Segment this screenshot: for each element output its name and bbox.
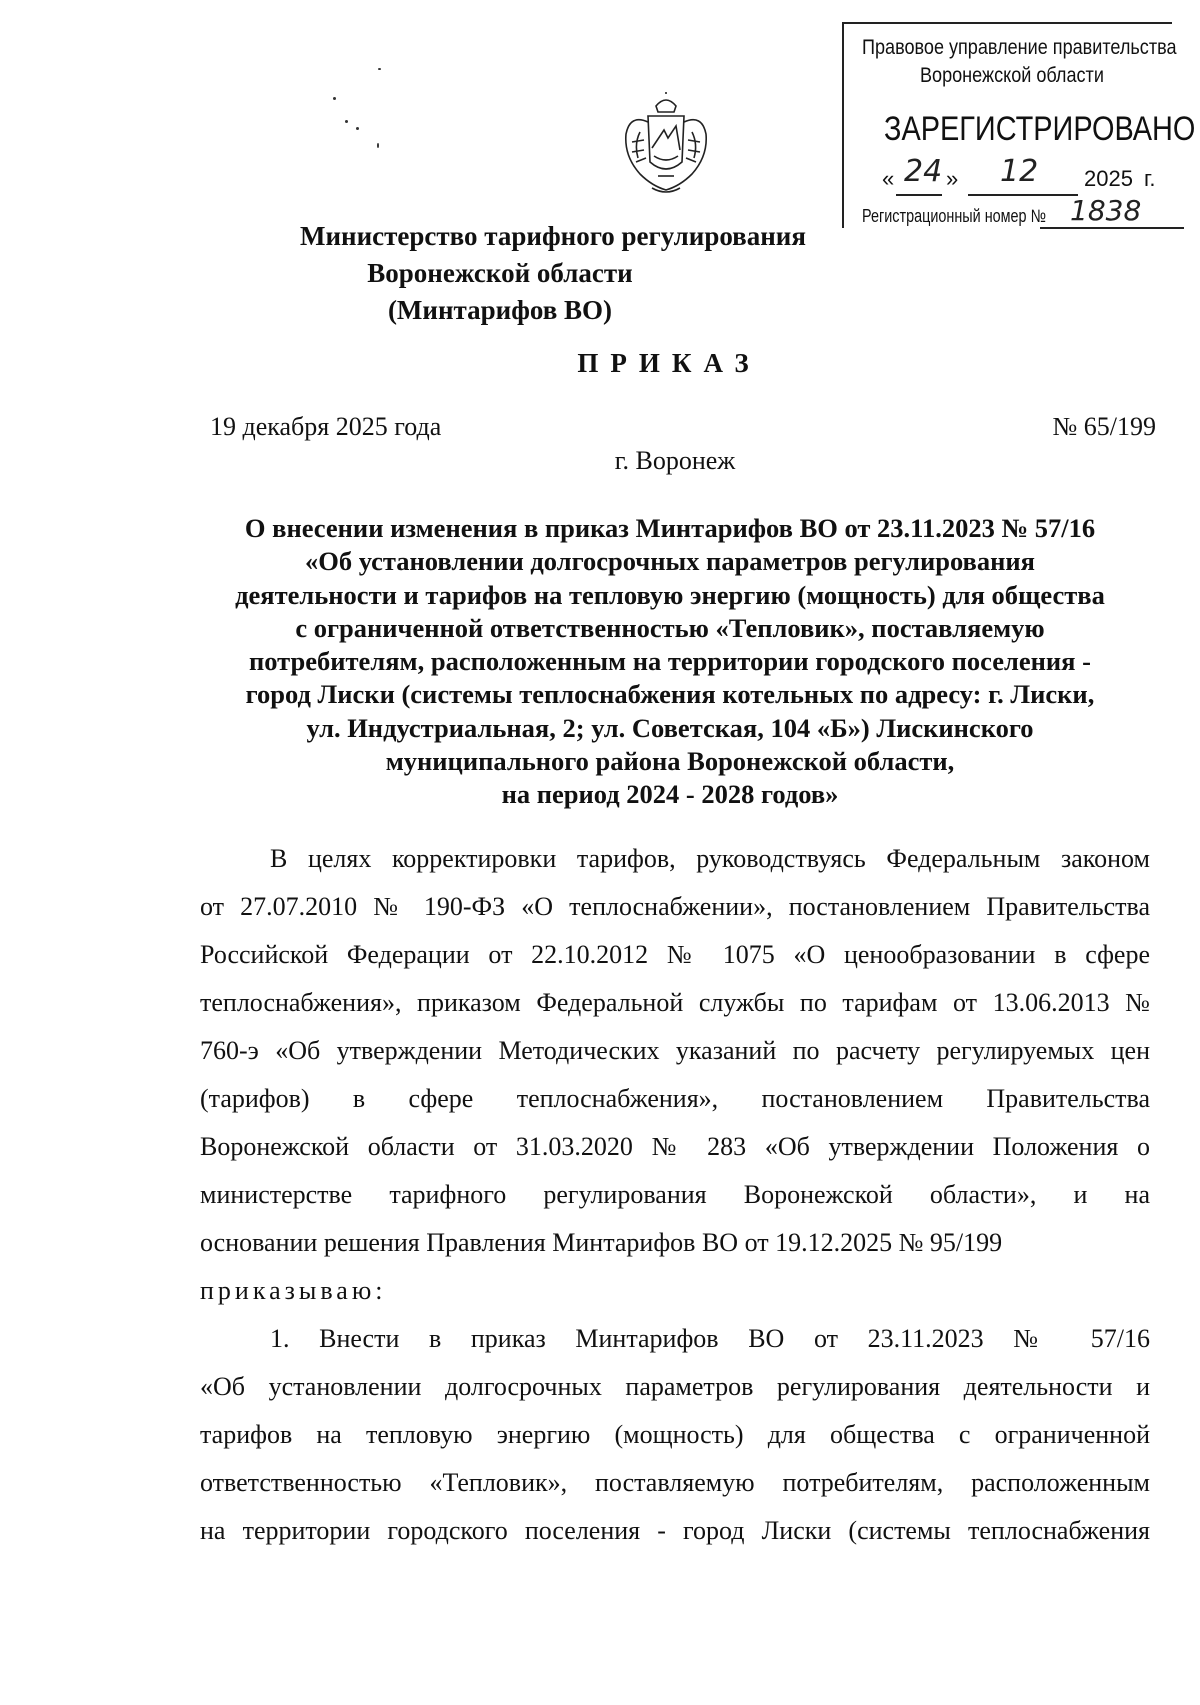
registration-stamp: [842, 22, 1196, 240]
document-heading: [190, 512, 1150, 812]
body-line: министерстве тарифного регулирования Воронежской области», и на: [200, 1180, 1150, 1209]
scan-speck: [377, 143, 379, 148]
ministry-line2: Воронежской области: [367, 258, 633, 288]
scan-speck: [345, 120, 348, 123]
body-line: теплоснабжения», приказом Федеральной службы по тарифам от 13.06.2013 №: [200, 988, 1150, 1017]
stamp-reg-label: Регистрационный номер №: [862, 206, 1047, 226]
stamp-day-underline: [896, 194, 942, 196]
heading-line: ул. Индустриальная, 2; ул. Советская, 104 «Б») Лискинского: [306, 712, 1034, 743]
body-line: 760-э «Об утверждении Методических указаний по расчету регулируемых цен: [200, 1036, 1150, 1065]
heading-line: «Об установлении долгосрочных параметров регулирования: [305, 546, 1035, 577]
stamp-status: ЗАРЕГИСТРИРОВАНО: [884, 110, 1196, 148]
body-line: Российской Федерации от 22.10.2012 № 1075 «О ценообразовании в сфере: [200, 940, 1150, 969]
stamp-date-line: [882, 154, 1172, 198]
scan-speck: [378, 68, 381, 70]
body-line: тарифов на тепловую энергию (мощность) для общества с ограниченной: [200, 1420, 1150, 1449]
stamp-month-handwritten: 12: [1000, 154, 1039, 189]
body-line: ответственностью «Тепловик», поставляемую потребителям, расположенным: [200, 1468, 1150, 1497]
heading-line: на период 2024 - 2028 годов»: [501, 779, 839, 810]
document-city: г. Воронеж: [614, 446, 736, 475]
stamp-year-suffix: г.: [1144, 166, 1156, 191]
stamp-reg-number-handwritten: 1838: [1070, 194, 1142, 227]
document-number: № 65/199: [1052, 412, 1156, 441]
heading-line: город Лиски (системы теплоснабжения котельных по адресу: г. Лиски,: [245, 679, 1095, 710]
body-line: «Об установлении долгосрочных параметров регулирования деятельности и: [200, 1372, 1150, 1401]
scan-speck: [333, 97, 336, 100]
stamp-office-line2: Воронежской области: [920, 64, 1104, 87]
body-line: основании решения Правления Минтарифов ВО от 19.12.2025 № 95/199: [200, 1228, 1003, 1257]
document-date: 19 декабря 2025 года: [210, 412, 442, 441]
ministry-line3: (Минтарифов ВО): [387, 295, 613, 325]
ministry-title: [300, 218, 806, 329]
coat-of-arms-emblem: [618, 92, 714, 198]
stamp-month-underline: [968, 194, 1078, 196]
body-line: В целях корректировки тарифов, руководствуясь Федеральным законом: [270, 844, 1150, 873]
body-line: (тарифов) в сфере теплоснабжения», постановлением Правительства: [200, 1084, 1150, 1113]
document-type: ПРИКАЗ: [577, 348, 761, 378]
document-body: [200, 835, 1150, 1555]
heading-line: с ограниченной ответственностью «Тепловик», поставляемую: [295, 612, 1045, 643]
scan-speck: [356, 127, 359, 130]
body-line: 1. Внести в приказ Минтарифов ВО от 23.11.2023 № 57/16: [270, 1324, 1150, 1353]
stamp-reg-underline: [1040, 227, 1184, 229]
heading-line: муниципального района Воронежской области,: [385, 746, 955, 777]
ministry-line1: Министерство тарифного регулирования: [300, 221, 806, 251]
body-line: на территории городского поселения - город Лиски (системы теплоснабжения: [200, 1516, 1150, 1545]
stamp-quote-open: «: [882, 166, 895, 191]
stamp-office-line1: Правовое управление правительства: [862, 36, 1177, 59]
stamp-year: 2025: [1084, 166, 1133, 191]
stamp-border-left: [842, 22, 844, 228]
heading-line: потребителям, расположенным на территории городского поселения -: [249, 646, 1091, 677]
heading-line: О внесении изменения в приказ Минтарифов ВО от 23.11.2023 № 57/16: [244, 513, 1096, 543]
body-line: Воронежской области от 31.03.2020 № 283 «Об утверждении Положения о: [200, 1132, 1150, 1161]
stamp-quote-close: »: [946, 166, 959, 191]
body-line-order-word: приказываю:: [200, 1276, 387, 1305]
stamp-border-top: [842, 22, 1172, 24]
heading-line: деятельности и тарифов на тепловую энергию (мощность) для общества: [235, 579, 1105, 610]
body-line: от 27.07.2010 № 190-ФЗ «О теплоснабжении», постановлением Правительства: [200, 892, 1150, 921]
stamp-day-handwritten: 24: [904, 154, 943, 189]
